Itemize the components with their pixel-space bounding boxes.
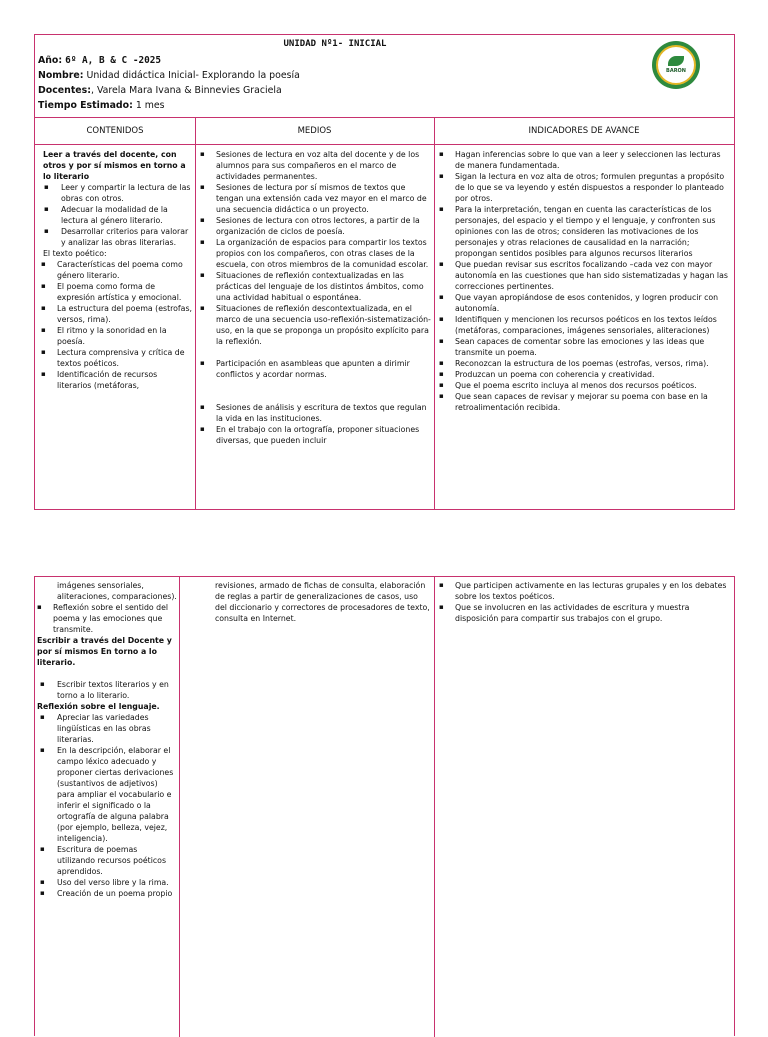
unit-title: UNIDAD Nº1- INICIAL	[283, 39, 387, 49]
teachers-value: , Varela Mara Ivana & Binnevies Graciela	[90, 85, 282, 96]
contenidos-heading: Reflexión sobre el lenguaje.	[37, 702, 160, 711]
list-item: ▪ Hagan inferencias sobre lo que van a leer y seleccionen las lecturas de manera fundamentada.	[436, 149, 732, 171]
list-item: ▪ Apreciar las variedades lingüísticas en las obras literarias.	[37, 712, 177, 745]
unit-header	[35, 35, 734, 118]
logo-text: BARON	[666, 68, 686, 74]
list-item: ▪ Uso del verso libre y la rima.	[37, 877, 177, 888]
list-item: ▪ Situaciones de reflexión descontextualizada, en el marco de una secuencia uso-reflexión-sistematización-uso, en la que se proponga un propósito explícito para la reflexión.	[197, 303, 431, 347]
list-item: ▪ Situaciones de reflexión contextualizadas en las prácticas del lenguaje de los distintos ámbitos, como una actividad habitual o espontánea.	[197, 270, 431, 303]
time-value: 1 mes	[135, 100, 165, 111]
list-item: ▪ Que el poema escrito incluya al menos dos recursos poéticos.	[436, 380, 732, 391]
list-item: ▪ Leer y compartir la lectura de las obras con otros.	[41, 182, 193, 204]
planning-table-page-1	[34, 34, 735, 510]
medios-cell	[197, 149, 431, 446]
indicadores-cell	[436, 149, 732, 413]
name-label: Nombre:	[38, 70, 84, 81]
list-item: ▪ En el trabajo con la ortografía, proponer situaciones diversas, que pueden incluir	[197, 424, 431, 446]
list-item: ▪ Lectura comprensiva y crítica de textos poéticos.	[41, 347, 193, 369]
name-value: Unidad didáctica Inicial- Explorando la poesía	[86, 70, 300, 81]
column-divider	[434, 577, 435, 1037]
list-item: ▪ La estructura del poema (estrofas, versos, rima).	[41, 303, 193, 325]
column-divider	[434, 117, 435, 510]
contenidos-cell	[41, 149, 193, 391]
list-item: ▪ Reflexión sobre el sentido del poema y las emociones que transmite.	[37, 602, 177, 635]
list-item: ▪ Escribir textos literarios y en torno a lo literario.	[37, 679, 177, 701]
planning-table-page-2	[34, 576, 735, 1036]
indicadores-cell	[436, 580, 732, 624]
contenidos-cell	[37, 580, 177, 899]
contenidos-heading: Leer a través del docente, con otros y por sí mismos en torno a lo literario	[43, 150, 186, 181]
list-item: ▪ Identifiquen y mencionen los recursos poéticos en los textos leídos (metáforas, comparaciones, imágenes sensoriales, aliteraciones)	[436, 314, 732, 336]
teachers-line	[38, 85, 282, 96]
year-label: Año:	[38, 55, 63, 66]
list-item: ▪ Sean capaces de comentar sobre las emociones y las ideas que transmite un poema.	[436, 336, 732, 358]
medios-cell: revisiones, armado de fichas de consulta, elaboración de reglas a partir de generalizaciones de casos, uso del diccionario y correctores de procesadores de texto, consulta en Internet.	[215, 581, 430, 623]
col-header-contenidos: CONTENIDOS	[35, 117, 195, 145]
year-line	[38, 55, 161, 66]
teachers-label: Docentes:	[38, 85, 91, 96]
list-item: ▪ Que sean capaces de revisar y mejorar su poema con base en la retroalimentación recibida.	[436, 391, 732, 413]
list-item: ▪ El poema como forma de expresión artística y emocional.	[41, 281, 193, 303]
list-item: ▪ Sesiones de lectura en voz alta del docente y de los alumnos para sus compañeros en el marco de actividades permanentes.	[197, 149, 431, 182]
year-value: 6º A, B & C -2025	[65, 55, 162, 66]
list-item: ▪ Adecuar la modalidad de la lectura al género literario.	[41, 204, 193, 226]
list-item: ▪ Creación de un poema propio	[37, 888, 177, 899]
contenidos-subheading: El texto poético:	[43, 249, 107, 258]
col-header-indicadores: INDICADORES DE AVANCE	[434, 117, 734, 145]
list-item: ▪ Sigan la lectura en voz alta de otros; formulen preguntas a propósito de lo que se va leyendo y estén dispuestos a responder lo planteado por otros.	[436, 171, 732, 204]
list-item: ▪ Desarrollar criterios para valorar y analizar las obras literarias.	[41, 226, 193, 248]
time-line	[38, 100, 165, 111]
list-item: ▪ Reconozcan la estructura de los poemas (estrofas, versos, rima).	[436, 358, 732, 369]
column-divider	[195, 117, 196, 510]
list-item: ▪ La organización de espacios para compartir los textos propios con los compañeros, con otras clases de la escuela, con otros miembros de la comunidad escolar.	[197, 237, 431, 270]
list-item: ▪ Escritura de poemas utilizando recursos poéticos aprendidos.	[37, 844, 177, 877]
list-item: ▪ El ritmo y la sonoridad en la poesía.	[41, 325, 193, 347]
list-item: ▪ Que se involucren en las actividades de escritura y muestra disposición para compartir sus trabajos con el grupo.	[436, 602, 732, 624]
list-item: ▪ En la descripción, elaborar el campo léxico adecuado y proponer ciertas derivaciones (sustantivos de adjetivos) para ampliar el vocabulario e inferir el significado o la ortografía de alguna palabra (por ejemplo, belleza, vejez, inteligencia).	[37, 745, 177, 844]
column-divider	[179, 577, 180, 1037]
list-item: ▪ Que participen activamente en las lecturas grupales y en los debates sobre los textos poéticos.	[436, 580, 732, 602]
list-item: ▪ Participación en asambleas que apunten a dirimir conflictos y acordar normas.	[197, 358, 431, 380]
school-logo	[652, 41, 700, 89]
contenidos-continuation: imágenes sensoriales, aliteraciones, comparaciones).	[57, 581, 177, 601]
list-item: ▪ Sesiones de lectura con otros lectores, a partir de la organización de ciclos de poesía.	[197, 215, 431, 237]
col-header-medios: MEDIOS	[195, 117, 434, 145]
list-item: ▪ Produzcan un poema con coherencia y creatividad.	[436, 369, 732, 380]
contenidos-heading: Escribir a través del Docente y por sí mismos En torno a lo literario.	[37, 636, 172, 667]
name-line	[38, 70, 300, 81]
leaf-icon	[668, 56, 684, 66]
time-label: Tiempo Estimado:	[38, 100, 133, 111]
list-item: ▪ Identificación de recursos literarios (metáforas,	[41, 369, 193, 391]
list-item: ▪ Sesiones de lectura por sí mismos de textos que tengan una extensión cada vez mayor en el marco de una secuencia didáctica o un proyecto.	[197, 182, 431, 215]
list-item: ▪ Para la interpretación, tengan en cuenta las características de los personajes, del espacio y el tiempo y el lenguaje, y confronten sus opiniones con las de otros; consideren las motivaciones de los personajes y otras relaciones de causalidad en la narración; propongan sentidos posibles para algunos recursos literarios	[436, 204, 732, 259]
list-item: ▪ Características del poema como género literario.	[41, 259, 193, 281]
list-item: ▪ Que puedan revisar sus escritos focalizando –cada vez con mayor autonomía en las cuestiones que han sido sistematizadas y hagan las correcciones pertinentes.	[436, 259, 732, 292]
list-item: ▪ Que vayan apropiándose de esos contenidos, y logren producir con autonomía.	[436, 292, 732, 314]
list-item: ▪ Sesiones de análisis y escritura de textos que regulan la vida en las instituciones.	[197, 402, 431, 424]
